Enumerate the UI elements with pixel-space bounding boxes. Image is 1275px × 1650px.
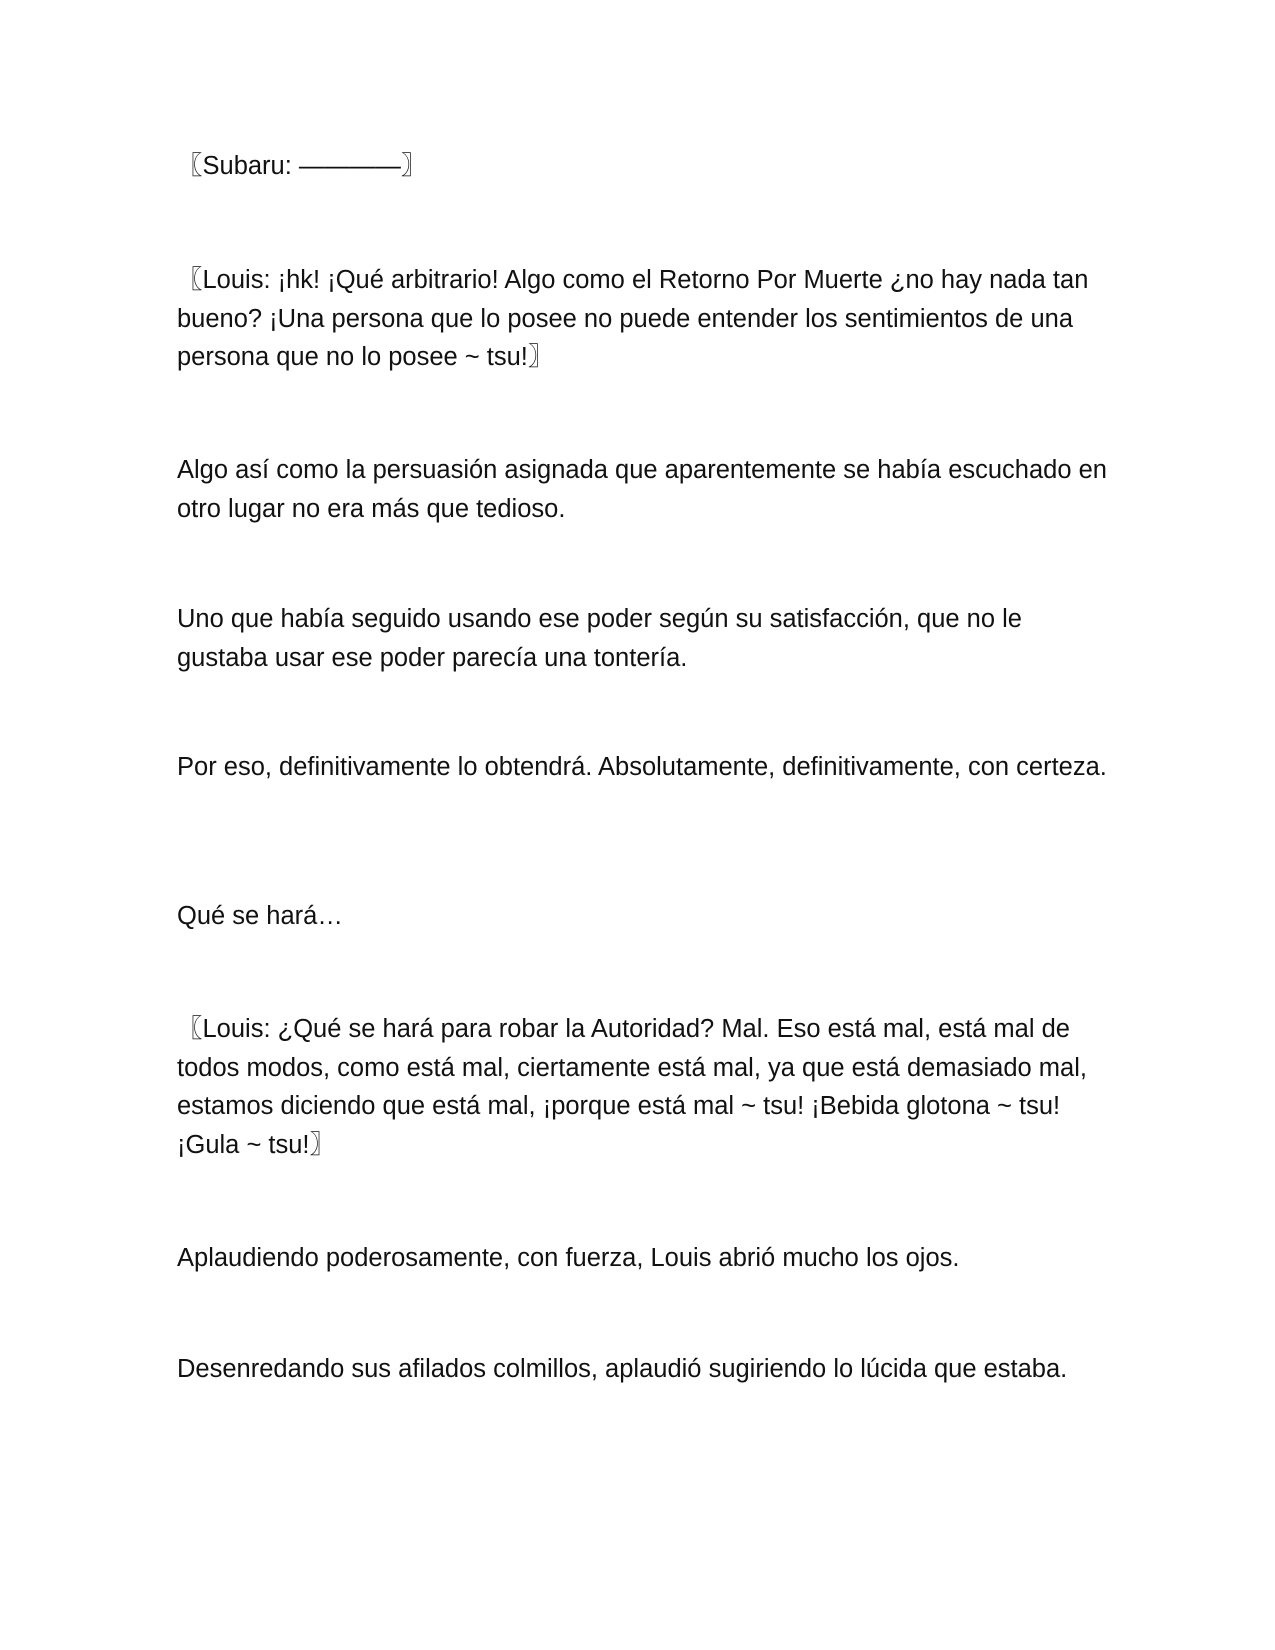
paragraph-subaru-dialogue: 〖Subaru: ————〗 xyxy=(177,152,427,180)
paragraph-narration-2: Uno que había seguido usando ese poder según su satisfacción, que no le gustaba usar ese poder parecía una tontería. xyxy=(177,605,1030,672)
paragraph-narration-3: Por eso, definitivamente lo obtendrá. Absolutamente, definitivamente, con certeza. xyxy=(177,753,1107,781)
paragraph-louis-dialogue-2: 〖Louis: ¿Qué se hará para robar la Autoridad? Mal. Eso está mal, está mal de todos modos, como está mal, ciertamente está mal, ya que está demasiado mal, estamos diciendo que está mal, ¡porque está mal ~ tsu! ¡Bebida glotona ~ tsu! ¡Gula ~ tsu!〗 xyxy=(177,1015,1095,1159)
paragraph-narration-1: Algo así como la persuasión asignada que aparentemente se había escuchado en otro lugar no era más que tedioso. xyxy=(177,456,1115,523)
paragraph-narration-4: Qué se hará… xyxy=(177,902,343,930)
paragraph-louis-dialogue-1: 〖Louis: ¡hk! ¡Qué arbitrario! Algo como el Retorno Por Muerte ¿no hay nada tan bueno? ¡Una persona que lo posee no puede entender los sentimientos de una persona que no lo posee ~ tsu!〗 xyxy=(177,266,1096,371)
paragraph-narration-5: Aplaudiendo poderosamente, con fuerza, Louis abrió mucho los ojos. xyxy=(177,1244,960,1272)
paragraph-narration-6: Desenredando sus afilados colmillos, aplaudió sugiriendo lo lúcida que estaba. xyxy=(177,1355,1068,1383)
